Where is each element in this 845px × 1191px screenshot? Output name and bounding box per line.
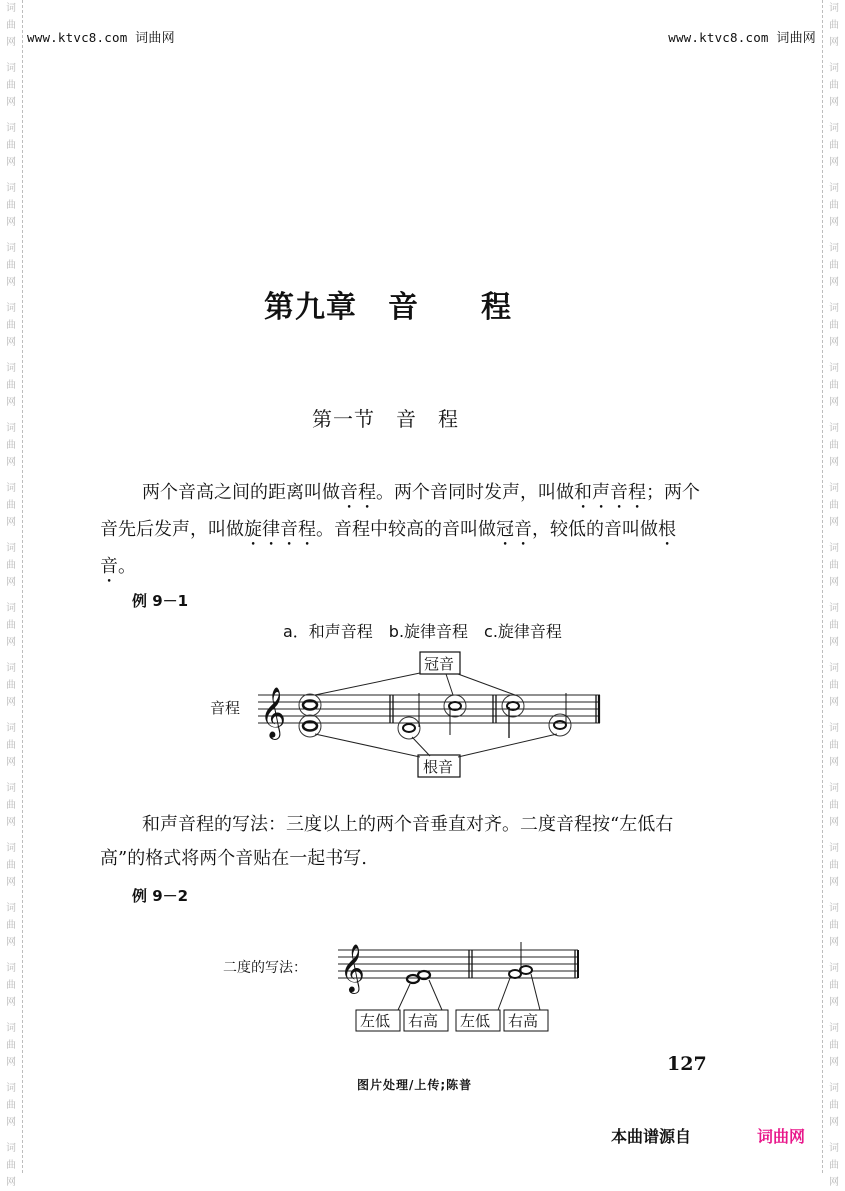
side-watermark-char: 词 (6, 663, 16, 674)
side-watermark-char: 词 (829, 603, 839, 614)
header-url: www.ktvc8.com (27, 30, 128, 45)
side-watermark-char: 曲 (6, 560, 16, 571)
side-watermark-char: 曲 (829, 920, 839, 931)
upload-credit: 图片处理/上传;陈普 (357, 1078, 473, 1092)
emphasized-term: 和声音程 (574, 482, 646, 503)
top-note-box-label: 冠音 (424, 655, 455, 673)
side-watermark-char: 词 (829, 843, 839, 854)
side-watermark (3, 780, 19, 831)
side-watermark-char: 网 (6, 217, 16, 228)
side-watermark-char: 词 (829, 543, 839, 554)
emphasized-term: 根音 (100, 519, 676, 577)
side-watermark (3, 480, 19, 531)
emphasized-term: 冠音 (496, 519, 532, 540)
right-high-box-label: 右高 (508, 1012, 539, 1030)
side-watermark (3, 720, 19, 771)
side-watermark-char: 网 (6, 1177, 16, 1188)
side-watermark (3, 540, 19, 591)
side-watermark-char: 词 (6, 1023, 16, 1034)
side-watermark (826, 720, 842, 771)
chapter-title: 第九章 音 程 (264, 290, 512, 325)
side-watermark-char: 网 (829, 97, 839, 108)
side-watermark-char: 曲 (6, 140, 16, 151)
side-watermark (3, 1080, 19, 1131)
page-number: 127 (667, 1053, 707, 1075)
side-watermark-char: 词 (829, 723, 839, 734)
side-watermark-char: 网 (829, 217, 839, 228)
side-watermark-char: 曲 (829, 320, 839, 331)
side-watermark-char: 曲 (6, 440, 16, 451)
side-watermark-char: 网 (6, 577, 16, 588)
side-watermark (826, 1020, 842, 1071)
side-watermark-char: 网 (6, 457, 16, 468)
side-watermark-char: 曲 (6, 1040, 16, 1051)
left-watermark-strip (0, 0, 23, 1188)
side-watermark (826, 240, 842, 291)
right-high-box-label: 右高 (408, 1012, 439, 1030)
side-watermark-char: 曲 (6, 320, 16, 331)
side-watermark-char: 曲 (6, 500, 16, 511)
header-site-name: 词曲网 (135, 31, 175, 46)
paragraph-text: ，较低的音叫做 (532, 519, 658, 540)
side-watermark-char: 曲 (829, 440, 839, 451)
side-watermark-char: 曲 (829, 980, 839, 991)
writing-rule-paragraph: 和声音程的写法：三度以上的两个音垂直对齐。二度音程按“左低右高”的格式将两个音贴在一起书写. (100, 814, 674, 869)
side-watermark-char: 曲 (6, 80, 16, 91)
side-watermark (826, 60, 842, 111)
side-watermark-char: 曲 (829, 500, 839, 511)
side-watermark-char: 词 (6, 543, 16, 554)
side-watermark (826, 360, 842, 411)
side-watermark-char: 词 (829, 63, 839, 74)
side-watermark-char: 网 (6, 877, 16, 888)
left-low-box-label: 左低 (360, 1012, 391, 1030)
side-watermark (826, 120, 842, 171)
side-watermark-char: 词 (829, 363, 839, 374)
side-watermark (3, 0, 19, 51)
side-watermark-char: 网 (829, 1177, 839, 1188)
side-watermark-char: 网 (829, 1117, 839, 1128)
side-watermark-char: 词 (829, 1023, 839, 1034)
side-watermark-char: 词 (6, 963, 16, 974)
side-watermark-char: 词 (6, 723, 16, 734)
row-label: 音程 (210, 699, 241, 717)
side-watermark-char: 词 (829, 483, 839, 494)
side-watermark-char: 网 (6, 277, 16, 288)
side-watermark-char: 网 (6, 397, 16, 408)
side-watermark-char: 网 (829, 637, 839, 648)
side-watermark-char: 网 (6, 97, 16, 108)
side-watermark-char: 网 (6, 1117, 16, 1128)
side-watermark-char: 曲 (6, 380, 16, 391)
side-watermark-char: 网 (6, 517, 16, 528)
side-watermark-char: 词 (6, 363, 16, 374)
header-watermark-left (27, 27, 175, 46)
side-watermark-char: 曲 (829, 200, 839, 211)
side-watermark-char: 词 (829, 123, 839, 134)
side-watermark (3, 420, 19, 471)
side-watermark (826, 600, 842, 651)
side-watermark (3, 1020, 19, 1071)
side-watermark-char: 词 (829, 423, 839, 434)
side-watermark-char: 曲 (6, 620, 16, 631)
side-watermark-char: 词 (6, 1083, 16, 1094)
side-watermark-char: 曲 (829, 560, 839, 571)
side-watermark (3, 900, 19, 951)
bottom-note-box-label: 根音 (423, 758, 454, 776)
section-title: 第一节 音 程 (312, 407, 459, 431)
side-watermark-char: 词 (6, 903, 16, 914)
paragraph-text: ；两个音先后发声，叫做 (100, 482, 700, 540)
side-watermark-char: 词 (829, 1143, 839, 1154)
side-watermark-char: 词 (829, 183, 839, 194)
side-watermark-char: 曲 (6, 1100, 16, 1111)
side-watermark-char: 曲 (829, 740, 839, 751)
side-watermark-char: 词 (6, 603, 16, 614)
side-watermark-char: 曲 (829, 1040, 839, 1051)
side-watermark-char: 曲 (829, 140, 839, 151)
side-watermark (826, 780, 842, 831)
side-watermark-char: 曲 (6, 800, 16, 811)
side-watermark (826, 180, 842, 231)
paragraph-text: 。音程中较高的音叫做 (316, 519, 496, 540)
side-watermark (826, 960, 842, 1011)
side-watermark (826, 1080, 842, 1131)
side-watermark-char: 网 (6, 817, 16, 828)
side-watermark (3, 960, 19, 1011)
paragraph-text: 。两个音同时发声，叫做 (376, 482, 574, 503)
header-url: www.ktvc8.com (668, 30, 769, 45)
side-watermark-char: 曲 (829, 1160, 839, 1171)
side-watermark-char: 词 (829, 243, 839, 254)
side-watermark-char: 网 (6, 1057, 16, 1068)
side-watermark-char: 曲 (6, 20, 16, 31)
side-watermark-char: 曲 (829, 1100, 839, 1111)
example-label-9-2: 例 9－2 (132, 887, 189, 905)
side-watermark-char: 网 (6, 37, 16, 48)
side-watermark-char: 曲 (6, 1160, 16, 1171)
side-watermark (3, 360, 19, 411)
side-watermark-char: 网 (829, 277, 839, 288)
side-watermark-char: 网 (6, 697, 16, 708)
right-watermark-strip (822, 0, 845, 1188)
side-watermark-char: 曲 (6, 740, 16, 751)
side-watermark-char: 网 (6, 337, 16, 348)
paragraph-text: 。 (118, 556, 136, 577)
side-watermark (826, 480, 842, 531)
side-watermark-char: 网 (829, 337, 839, 348)
side-watermark-char: 网 (829, 877, 839, 888)
side-watermark-char: 词 (6, 3, 16, 14)
side-watermark-char: 词 (829, 783, 839, 794)
example-caption: a．和声音程 b.旋律音程 c.旋律音程 (283, 622, 562, 641)
second-interval-score-example-2 (220, 930, 560, 1044)
side-watermark-char: 词 (829, 303, 839, 314)
side-watermark-char: 词 (829, 903, 839, 914)
side-watermark-char: 词 (829, 1083, 839, 1094)
side-watermark-char: 网 (829, 757, 839, 768)
side-watermark (3, 60, 19, 111)
header-site-name: 词曲网 (776, 31, 816, 46)
side-watermark (3, 240, 19, 291)
row-label: 二度的写法： (223, 960, 307, 976)
side-watermark-char: 曲 (6, 200, 16, 211)
side-watermark-char: 网 (6, 637, 16, 648)
paragraph-text: 两个音高之间的距离叫做 (142, 482, 340, 503)
side-watermark-char: 词 (6, 303, 16, 314)
side-watermark-char: 词 (6, 183, 16, 194)
side-watermark (826, 660, 842, 711)
header-watermark-right (668, 27, 816, 46)
side-watermark-char: 曲 (829, 620, 839, 631)
side-watermark (3, 120, 19, 171)
intro-paragraph (100, 476, 710, 587)
side-watermark-char: 网 (829, 457, 839, 468)
source-label: 本曲谱源自 (611, 1127, 692, 1146)
side-watermark-char: 词 (6, 843, 16, 854)
side-watermark (3, 840, 19, 891)
side-watermark-char: 网 (6, 157, 16, 168)
emphasized-term: 音程 (340, 482, 376, 503)
side-watermark-char: 网 (6, 757, 16, 768)
example-label-9-1: 例 9－1 (132, 592, 189, 610)
side-watermark-char: 网 (829, 397, 839, 408)
side-watermark (826, 540, 842, 591)
side-watermark-char: 曲 (829, 20, 839, 31)
side-watermark-char: 网 (6, 937, 16, 948)
side-watermark-char: 词 (829, 663, 839, 674)
side-watermark-char: 网 (829, 1057, 839, 1068)
side-watermark (826, 900, 842, 951)
side-watermark-char: 词 (6, 423, 16, 434)
side-watermark (826, 300, 842, 351)
side-watermark-char: 网 (829, 937, 839, 948)
side-watermark-char: 词 (6, 483, 16, 494)
side-watermark (3, 660, 19, 711)
side-watermark-char: 曲 (829, 860, 839, 871)
side-watermark (826, 420, 842, 471)
side-watermark-char: 网 (829, 697, 839, 708)
side-watermark (826, 0, 842, 51)
side-watermark-char: 网 (6, 997, 16, 1008)
side-watermark-char: 词 (6, 63, 16, 74)
side-watermark-char: 曲 (829, 800, 839, 811)
side-watermark-char: 词 (6, 243, 16, 254)
treble-clef-icon: 𝄞 (340, 943, 365, 992)
side-watermark-char: 词 (6, 783, 16, 794)
side-watermark (826, 840, 842, 891)
side-watermark-char: 曲 (6, 260, 16, 271)
side-watermark-char: 曲 (829, 680, 839, 691)
interval-score-example-1 (200, 645, 620, 784)
side-watermark-char: 曲 (829, 80, 839, 91)
source-site-name: 词曲网 (757, 1127, 806, 1146)
side-watermark-char: 网 (829, 517, 839, 528)
side-watermark-char: 网 (829, 577, 839, 588)
side-watermark-char: 曲 (829, 260, 839, 271)
side-watermark (3, 300, 19, 351)
side-watermark (826, 1140, 842, 1191)
side-watermark-char: 网 (829, 997, 839, 1008)
side-watermark-char: 词 (6, 123, 16, 134)
side-watermark-char: 曲 (6, 980, 16, 991)
side-watermark-char: 曲 (6, 920, 16, 931)
side-watermark (3, 600, 19, 651)
side-watermark-char: 曲 (6, 860, 16, 871)
emphasized-term: 旋律音程 (244, 519, 316, 540)
side-watermark-char: 曲 (6, 680, 16, 691)
side-watermark-char: 网 (829, 37, 839, 48)
side-watermark-char: 词 (829, 3, 839, 14)
side-watermark-char: 网 (829, 817, 839, 828)
left-low-box-label: 左低 (460, 1012, 491, 1030)
side-watermark-char: 网 (829, 157, 839, 168)
side-watermark-char: 曲 (829, 380, 839, 391)
side-watermark-char: 词 (6, 1143, 16, 1154)
side-watermark-char: 词 (829, 963, 839, 974)
side-watermark (3, 180, 19, 231)
side-watermark (3, 1140, 19, 1191)
treble-clef-icon: 𝄞 (260, 687, 287, 738)
